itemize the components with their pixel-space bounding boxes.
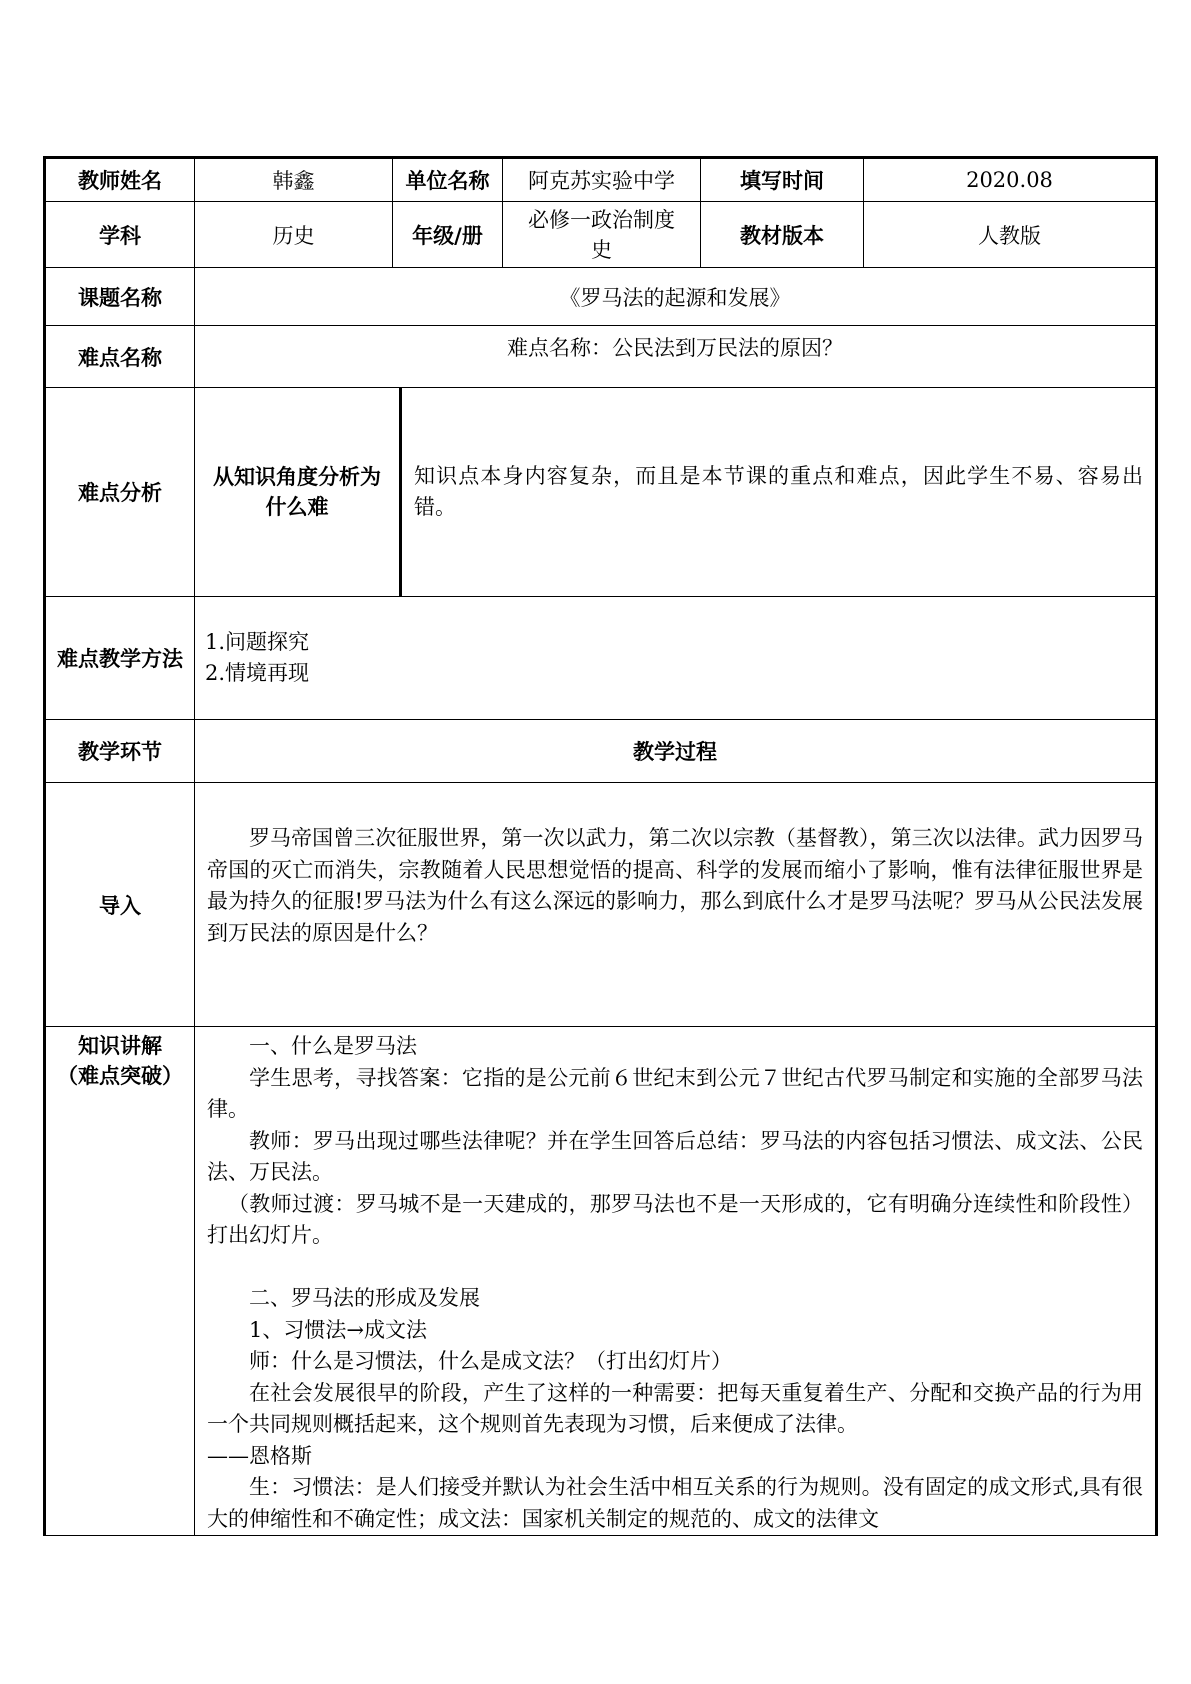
edition-label: 教材版本 [701,202,864,268]
lesson-plan-table [43,156,1158,1536]
knowledge-para-5: 二、罗马法的形成及发展 [249,1286,480,1310]
method-label: 难点教学方法 [45,597,195,720]
unit-label: 单位名称 [393,158,503,202]
info-row-1 [45,158,1157,202]
analysis-sub-label-line1: 从知识角度分析为 [213,465,381,489]
knowledge-para-6: 1、习惯法→成文法 [249,1317,427,1342]
method-item-1: 1.问题探究 [205,629,310,654]
knowledge-row [45,1027,1157,1536]
process-header-row [45,720,1157,783]
intro-label: 导入 [45,783,195,1027]
topic-row [45,268,1157,326]
teacher-value: 韩鑫 [195,158,393,202]
analysis-sub-label-line2: 什么难 [265,495,329,519]
knowledge-para-3: 教师：罗马出现过哪些法律呢？并在学生回答后总结：罗马法的内容包括习惯法、成文法、公民法、万民法。 [207,1128,1143,1184]
analysis-inner-table [195,388,1155,596]
subject-value: 历史 [195,202,393,268]
method-item-2: 2.情境再现 [205,661,310,685]
knowledge-para-7: 师：什么是习惯法，什么是成文法？（打出幻灯片） [249,1349,732,1373]
knowledge-label-line2: （难点突破） [57,1064,183,1088]
process-title: 教学过程 [195,720,1157,783]
analysis-sub-label [195,388,401,596]
knowledge-para-2: 学生思考，寻找答案：它指的是公元前６世纪末到公元７世纪古代罗马制定和实施的全部罗马法律。 [207,1065,1143,1121]
difficulty-row [45,326,1157,388]
knowledge-para-8: 生：习惯法：是人们接受并默认为社会生活中相互关系的行为规则。没有固定的成文形式,具有很大的伸缩性和不确定性；成文法：国家机关制定的规范的、成文的法律文 [207,1475,1143,1531]
knowledge-label-line1: 知识讲解 [78,1034,162,1058]
analysis-cell [195,388,1157,597]
knowledge-para-4: （教师过渡：罗马城不是一天建成的，那罗马法也不是一天形成的，它有明确分连续性和阶段性）打出幻灯片。 [207,1191,1143,1247]
blank-line [207,1252,1143,1284]
topic-label: 课题名称 [45,268,195,326]
subject-label: 学科 [45,202,195,268]
analysis-text: 知识点本身内容复杂，而且是本节课的重点和难点，因此学生不易、容易出错。 [414,463,1143,519]
teacher-label: 教师姓名 [45,158,195,202]
analysis-text-cell [401,388,1156,596]
analysis-label: 难点分析 [45,388,195,597]
intro-row [45,783,1157,1027]
knowledge-cell [195,1027,1157,1536]
unit-value: 阿克苏实验中学 [503,158,701,202]
date-value: 2020.08 [864,158,1157,202]
info-row-2 [45,202,1157,268]
date-label: 填写时间 [701,158,864,202]
method-items [195,597,1157,720]
grade-label: 年级/册 [393,202,503,268]
intro-cell [195,783,1157,1027]
topic-value: 《罗马法的起源和发展》 [195,268,1157,326]
grade-value [503,202,701,268]
difficulty-label: 难点名称 [45,326,195,388]
intro-text: 罗马帝国曾三次征服世界，第一次以武力，第二次以宗教（基督教），第三次以法律。武力因罗马帝国的灭亡而消失，宗教随着人民思想觉悟的提高、科学的发展而缩小了影响，惟有法律征服世界是最为持久的征服!罗马法为什么有这么深远的影响力，那么到底什么才是罗马法呢？罗马从公民法发展到万民法的原因是什么？ [207,826,1143,945]
knowledge-quote-author: ——恩格斯 [207,1443,312,1468]
process-stage-label: 教学环节 [45,720,195,783]
edition-value: 人教版 [864,202,1157,268]
knowledge-label [45,1027,195,1536]
grade-value-line2: 史 [591,237,612,262]
method-row [45,597,1157,720]
knowledge-quote: 在社会发展很早的阶段，产生了这样的一种需要：把每天重复着生产、分配和交换产品的行为用一个共同规则概括起来，这个规则首先表现为习惯，后来便成了法律。 [207,1380,1143,1436]
difficulty-value: 难点名称：公民法到万民法的原因？ [195,326,1157,388]
knowledge-para-1: 一、什么是罗马法 [249,1034,417,1058]
analysis-row [45,388,1157,597]
grade-value-line1: 必修一政治制度 [528,207,675,232]
